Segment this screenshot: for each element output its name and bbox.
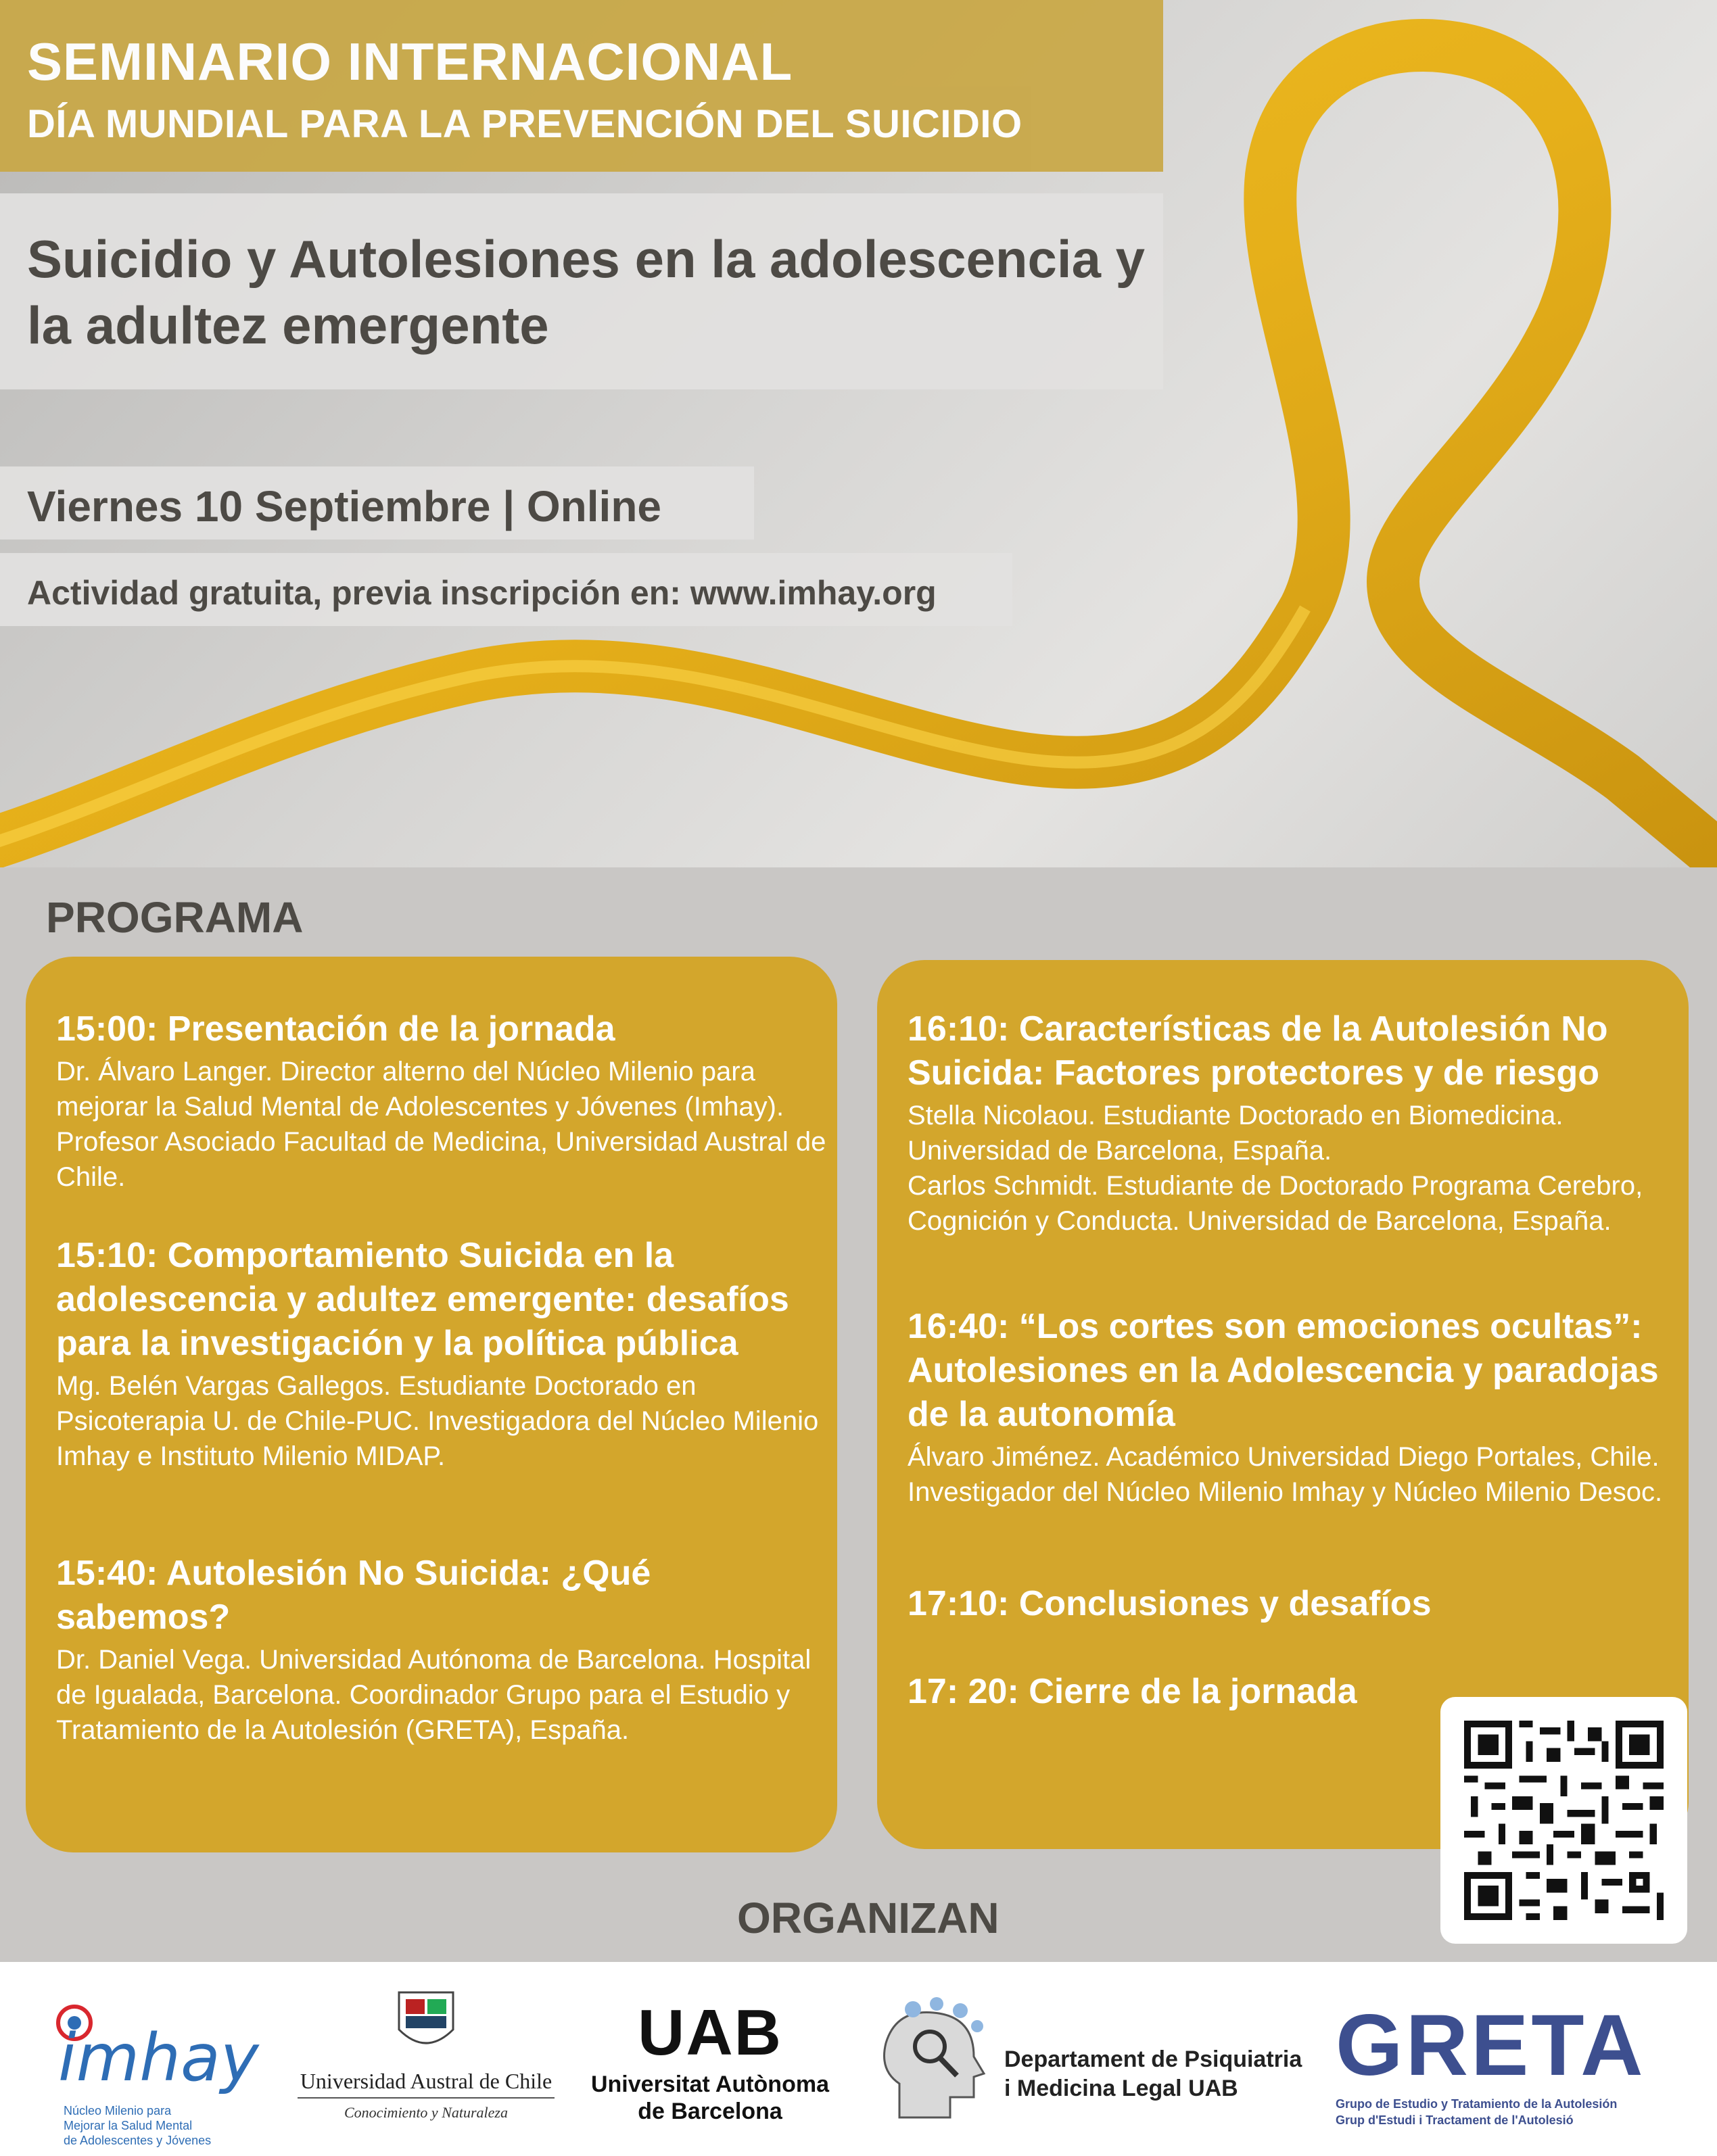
event-date: Viernes 10 Septiembre | Online (27, 482, 661, 531)
psiquiatria-line-2: i Medicina Legal UAB (1004, 2076, 1238, 2101)
program-item-title: 17:10: Conclusiones y desafíos (908, 1584, 1432, 1623)
qr-code-icon (1464, 1721, 1664, 1920)
seminar-subtitle: DÍA MUNDIAL PARA LA PREVENCIÓN DEL SUICIDIO (27, 102, 1022, 146)
program-item-title: 16:10: Características de la Autolesión No Suicida: Factores protectores y de riesgo (908, 1009, 1608, 1093)
hero-banner (0, 0, 1717, 867)
program-item-title: 15:10: Comportamiento Suicida en la adolescencia y adultez emergente: desafíos para la investigación y la política pública (56, 1236, 789, 1363)
program-item-speaker: Mg. Belén Vargas Gallegos. Estudiante Doctorado en Psicoterapia U. de Chile-PUC. Investigadora del Núcleo Milenio Imhay e Instituto Milenio MIDAP. (56, 1371, 819, 1471)
program-item (56, 1234, 827, 1474)
program-item-speaker: Carlos Schmidt. Estudiante de Doctorado Programa Cerebro, Cognición y Conducta. Universidad de Barcelona, España. (908, 1171, 1643, 1236)
program-item-title: 15:40: Autolesión No Suicida: ¿Qué sabemos? (56, 1554, 651, 1637)
uab-wordmark: UAB (638, 1996, 782, 2069)
program-item (908, 1305, 1678, 1510)
imhay-logo (47, 2003, 277, 2147)
program-item (56, 1007, 827, 1195)
program-item-speaker: Dr. Daniel Vega. Universidad Autónoma de Barcelona. Hospital de Igualada, Barcelona. Coordinador Grupo para el Estudio y Tratamiento de la Autolesión (GRETA), España. (56, 1645, 812, 1745)
topic-band (0, 193, 1163, 389)
uach-name: Universidad Austral de Chile (300, 2069, 552, 2093)
imhay-sub-2: Mejorar la Salud Mental (64, 2119, 193, 2132)
program-item (908, 1007, 1678, 1239)
uab-logo (582, 1996, 839, 2131)
organizers-heading: ORGANIZAN (737, 1894, 999, 1942)
greta-wordmark: GRETA (1336, 1997, 1646, 2094)
imhay-sub-1: Núcleo Milenio para (64, 2104, 172, 2117)
date-band (0, 466, 754, 540)
organizers-footer (0, 1962, 1717, 2156)
imhay-wordmark: imhay (58, 2020, 259, 2096)
program-item-speaker: Stella Nicolaou. Estudiante Doctorado en Biomedicina. Universidad de Barcelona, España. (908, 1101, 1563, 1166)
header-gold-band (0, 0, 1163, 172)
program-heading: PROGRAMA (46, 893, 304, 942)
psiquiatria-line-1: Departament de Psiquiatria (1004, 2046, 1302, 2072)
greta-logo (1336, 1997, 1687, 2138)
imhay-sub-3: de Adolescentes y Jóvenes (64, 2134, 212, 2147)
registration-band (0, 553, 1012, 626)
uab-name-2: de Barcelona (638, 2099, 782, 2124)
program-item-title: 15:00: Presentación de la jornada (56, 1009, 615, 1049)
greta-sub-2: Grup d'Estudi i Tractament de l'Autolesió (1336, 2113, 1574, 2127)
program-item (908, 1582, 1678, 1626)
program-item-speaker: Dr. Álvaro Langer. Director alterno del Núcleo Milenio para mejorar la Salud Mental de Adolescentes y Jóvenes (Imhay). Profesor Asociado Facultad de Medicina, Universidad Austral de Chile. (56, 1057, 826, 1192)
program-item (56, 1552, 827, 1748)
registration-text: Actividad gratuita, previa inscripción en: www.imhay.org (27, 574, 937, 612)
head-thoughts-icon (872, 1996, 994, 2124)
program-item-speaker: Álvaro Jiménez. Académico Universidad Diego Portales, Chile. Investigador del Núcleo Milenio Imhay y Núcleo Milenio Desoc. (908, 1442, 1663, 1507)
uach-shield-icon (396, 1989, 456, 2057)
uach-logo (291, 1989, 561, 2138)
qr-code[interactable] (1440, 1697, 1687, 1944)
program-item-title: 17: 20: Cierre de la jornada (908, 1672, 1357, 1711)
greta-sub-1: Grupo de Estudio y Tratamiento de la Autolesión (1336, 2097, 1618, 2111)
uach-divider (298, 2097, 555, 2099)
program-card-left (26, 957, 837, 1852)
uach-motto: Conocimiento y Naturaleza (344, 2104, 508, 2121)
seminar-title: SEMINARIO INTERNACIONAL (27, 32, 793, 91)
psiquiatria-logo (872, 1996, 1319, 2131)
topic-title: Suicidio y Autolesiones en la adolescencia y la adultez emergente (27, 229, 1146, 355)
program-item-title: 16:40: “Los cortes son emociones ocultas”: Autolesiones en la Adolescencia y paradojas de la autonomía (908, 1307, 1659, 1434)
uab-name-1: Universitat Autònoma (590, 2071, 829, 2097)
